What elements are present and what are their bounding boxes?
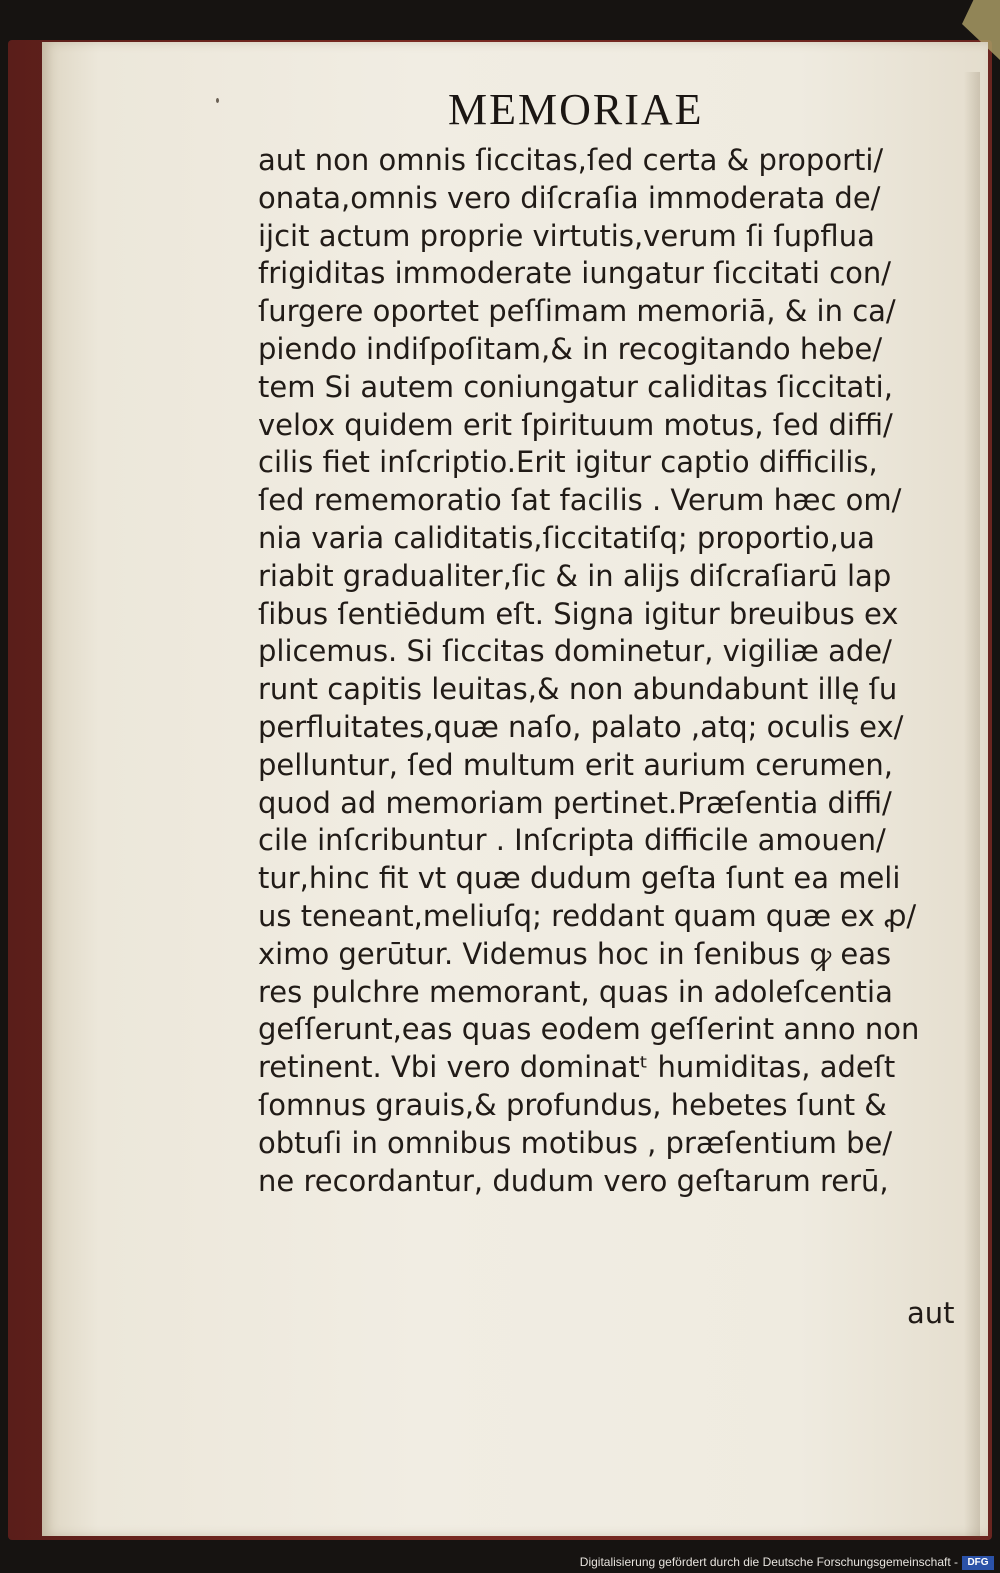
funding-credit: Digitalisierung gefördert durch die Deutsche Forschungsgemeinschaft -: [579, 1555, 958, 1569]
running-head: MEMORIAE: [448, 85, 704, 134]
text-line: aut non omnis ſiccitas,ſed certa & proporti/: [258, 143, 884, 177]
text-line: ſurgere oportet peſſimam memoriā, & in ca/: [258, 294, 896, 329]
text-line: piendo indiſpoſitam,& in recogitando hebe/: [258, 331, 883, 366]
catchword: aut: [907, 1296, 955, 1330]
text-line: quod ad memoriam pertinet.Præſentia diffi/: [258, 785, 892, 820]
text-line: ſed rememoratio ſat facilis . Verum hæc om/: [258, 483, 902, 518]
text-line: cilis fiet inſcriptio.Erit igitur captio difficilis,: [258, 445, 878, 480]
text-line: onata,omnis vero diſcraſia immoderata de/: [258, 180, 881, 215]
text-line: tem Si autem coniungatur caliditas ſiccitati,: [258, 369, 893, 404]
text-line: retinent. Vbi vero dominatᵗ humiditas, adeſt: [258, 1050, 896, 1085]
text-line: ſomnus grauis,& profundus, hebetes ſunt &: [258, 1087, 887, 1122]
text-line: runt capitis leuitas,& non abundabunt illę ſu: [258, 672, 898, 707]
text-line: cile inſcribuntur . Inſcripta difficile amouen/: [258, 823, 886, 858]
text-line: perfluitates,quæ naſo, palato ,atq; oculis ex/: [258, 709, 904, 744]
text-line: riabit gradualiter,ſic & in alijs diſcraſiarū lap: [258, 558, 892, 593]
text-line: ne recordantur, dudum vero geſtarum rerū,: [258, 1163, 889, 1198]
text-line: ijcit actum proprie virtutis,verum ſi ſupflua: [258, 218, 875, 253]
page-gutter-shadow: [964, 72, 980, 1538]
text-line: ximo gerūtur. Videmus hoc in ſenibus ꝙ eas: [258, 936, 892, 971]
text-line: nia varia caliditatis,ſiccitatiſq; proportio,ua: [258, 520, 875, 555]
paper-speck: [216, 98, 219, 103]
dfg-logo-icon: DFG: [962, 1556, 994, 1570]
text-line: ſibus ſentiēdum eſt. Signa igitur breuibus ex: [258, 596, 899, 631]
text-line: us teneant,meliuſq; reddant quam quæ ex ꝓ/: [258, 898, 917, 933]
text-line: obtuſi in omnibus motibus , præſentium be/: [258, 1125, 893, 1160]
text-line: pelluntur, ſed multum erit aurium cerumen,: [258, 747, 893, 782]
text-line: tur,hinc fit vt quæ dudum geſta ſunt ea meli: [258, 861, 901, 896]
text-line: velox quidem erit ſpirituum motus, ſed diffi/: [258, 407, 893, 442]
text-line: frigiditas immoderate iungatur ſiccitati con/: [258, 256, 891, 291]
footer-bar: [0, 1551, 1000, 1573]
text-line: plicemus. Si ſiccitas dominetur, vigiliæ ade/: [258, 634, 892, 669]
text-line: res pulchre memorant, quas in adoleſcentia: [258, 974, 893, 1009]
text-line: geſſerunt,eas quas eodem geſſerint anno non: [258, 1012, 920, 1047]
body-text: [258, 142, 964, 1200]
